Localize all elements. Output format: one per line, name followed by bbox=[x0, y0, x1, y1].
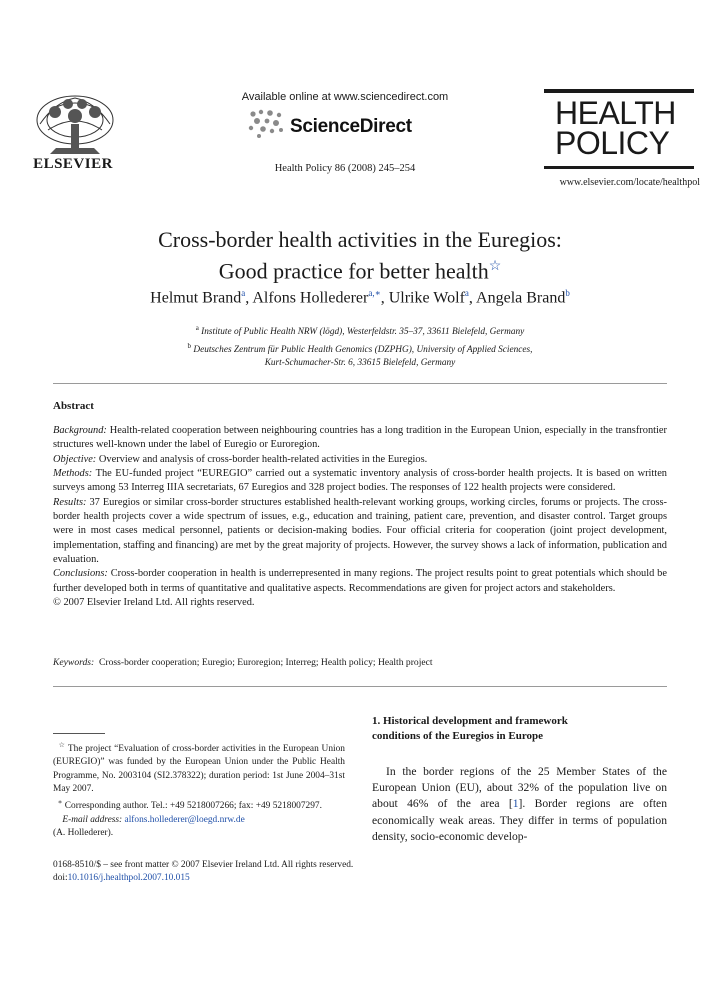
paragraph-text-start: In the border regions of the 25 Member States of the European Union (EU), about 32% of the population live on about 46% of the area [ bbox=[372, 765, 667, 811]
journal-logo-line2: POLICY bbox=[555, 125, 670, 161]
issn-line: 0168-8510/$ – see front matter © 2007 Elsevier Ireland Ltd. All rights reserved. bbox=[53, 860, 354, 870]
keywords bbox=[53, 657, 667, 668]
paragraph-text-end: ]. Border regions are often economically weak areas. They differ in terms of population density, socio-economic develop- bbox=[372, 797, 668, 843]
title-line-1: Cross-border health activities in the Euregios: bbox=[158, 227, 562, 252]
email-owner: (A. Hollederer). bbox=[53, 828, 114, 839]
footnote-rule bbox=[53, 733, 105, 734]
author-affil-mark[interactable]: b bbox=[565, 288, 570, 298]
affil-mark-b: b bbox=[187, 341, 192, 350]
background-label: Background: bbox=[53, 425, 107, 436]
results-label: Results: bbox=[53, 496, 87, 508]
keywords-label: Keywords: bbox=[53, 657, 95, 668]
author-name: Helmut Brand bbox=[150, 289, 242, 307]
email-link[interactable]: alfons.hollederer@loegd.nrw.de bbox=[124, 814, 245, 825]
article-title bbox=[60, 226, 660, 284]
journal-logo-rule-top bbox=[544, 89, 694, 93]
methods-label: Methods: bbox=[53, 468, 93, 480]
methods-text: The EU-funded project “EUREGIO” carried out a systematic inventory analysis of cross-border health projects. It is based on written surveys among 53 Interreg IIIA secretariats, 67 Euregios and 328 project bodies. The responses of 122 health projects were considered. bbox=[53, 468, 667, 494]
corresponding-footnote-mark: ∗ bbox=[57, 798, 63, 807]
funding-footnote-mark: ☆ bbox=[58, 741, 66, 749]
abstract-body bbox=[53, 424, 667, 610]
conclusions-label: Conclusions: bbox=[53, 568, 108, 580]
objective-text: Overview and analysis of cross-border health-related activities in the Euregios. bbox=[98, 453, 428, 465]
journal-logo-rule-bottom bbox=[544, 166, 694, 169]
author-name: Angela Brand bbox=[476, 289, 566, 307]
keywords-text: Cross-border cooperation; Euregio; Euroregion; Interreg; Health policy; Health project bbox=[99, 657, 433, 668]
author-affil-mark[interactable]: a,∗ bbox=[368, 288, 381, 298]
divider-top bbox=[53, 383, 667, 384]
title-line-2: Good practice for better health bbox=[218, 258, 489, 284]
journal-logo bbox=[555, 95, 676, 161]
copyright-text: © 2007 Elsevier Ireland Ltd. All rights reserved. bbox=[53, 597, 255, 609]
author-affil-mark[interactable]: a bbox=[241, 288, 246, 298]
affil-b-line1: Deutsches Zentrum für Public Health Genomics (DZPHG), University of Applied Sciences, bbox=[193, 344, 533, 355]
journal-url-link[interactable]: www.elsevier.com/locate/healthpol bbox=[559, 177, 700, 188]
section-1-heading-line1: 1. Historical development and framework bbox=[372, 715, 568, 727]
reference-link[interactable]: 1 bbox=[512, 797, 519, 811]
author-list: Helmut Brand$^a$, Alfons Hollederer$^{a,∗}$, Ulrike Wolf$^a$, Angela Brand$^b$ bbox=[150, 288, 570, 307]
divider-bottom bbox=[53, 686, 667, 687]
author-name: Ulrike Wolf bbox=[388, 289, 465, 307]
conclusions-text: Cross-border cooperation in health is underrepresented in many regions. The project results point to great potentials which should be further developed both in terms of quantitative and qualitative aspects. Recommendations are given for project actors and stakeholders. bbox=[53, 568, 667, 594]
affiliations bbox=[60, 322, 660, 371]
results-text: 37 Euregios or similar cross-border structures established health-relevant working groups, working circles, forums or projects. The cross-border health projects cover a wide spectrum of issues, e.g., education and training, patient care, prevention, and disaster control. Target groups were in most cases medical personnel, patients or decision-making bodies. Four official criteria for cooperation (joint project development, implementation, staffing and financing) are met by the great majority of projects. However, the survey shows a lack of information, publication and evaluation. bbox=[53, 496, 667, 566]
section-1-heading bbox=[372, 714, 667, 744]
author-name: Alfons Hollederer bbox=[252, 289, 369, 307]
sciencedirect-wordmark: ScienceDirect bbox=[290, 116, 412, 137]
affil-mark-a: a bbox=[195, 324, 199, 332]
bottom-matter bbox=[53, 859, 553, 885]
affil-b-line2: Kurt-Schumacher-Str. 6, 33615 Bielefeld, Germany bbox=[264, 358, 456, 369]
corresponding-footnote: Corresponding author. Tel.: +49 5218007266; fax: +49 5218007297. bbox=[64, 801, 322, 812]
journal-logo-line1: HEALTH bbox=[555, 95, 676, 131]
objective-label: Objective: bbox=[53, 453, 97, 465]
doi-label: doi: bbox=[53, 873, 68, 883]
section-1-paragraph bbox=[372, 764, 667, 845]
doi-link[interactable]: 10.1016/j.healthpol.2007.10.015 bbox=[67, 873, 190, 883]
author-affil-mark[interactable]: a bbox=[464, 288, 469, 298]
email-label: E-mail address: bbox=[62, 814, 123, 825]
affil-a: Institute of Public Health NRW (lögd), Westerfeldstr. 35–37, 33611 Bielefeld, Germany bbox=[201, 327, 525, 338]
background-text: Health-related cooperation between neighbouring countries has a long tradition in the European Union, especially in the transfrontier structures well-known under the label of Euregio or Euroregion. bbox=[53, 425, 667, 451]
available-online-text: Available online at www.sciencedirect.com bbox=[241, 91, 449, 103]
funding-footnote: The project “Evaluation of cross-border activities in the European Union (EUREGIO)” was funded by the European Union under the Public Health Programme, No. 2003104 (SI2.378322); duration period: 1st June 2004–31st May 2007. bbox=[53, 744, 345, 795]
footnotes bbox=[53, 739, 345, 840]
title-footnote-star[interactable]: ☆ bbox=[488, 259, 502, 274]
abstract-heading: Abstract bbox=[53, 400, 94, 412]
section-1-heading-line2: conditions of the Euregios in Europe bbox=[372, 730, 544, 742]
publisher-name: ELSEVIER bbox=[33, 156, 113, 172]
journal-citation: Health Policy 86 (2008) 245–254 bbox=[274, 163, 416, 174]
